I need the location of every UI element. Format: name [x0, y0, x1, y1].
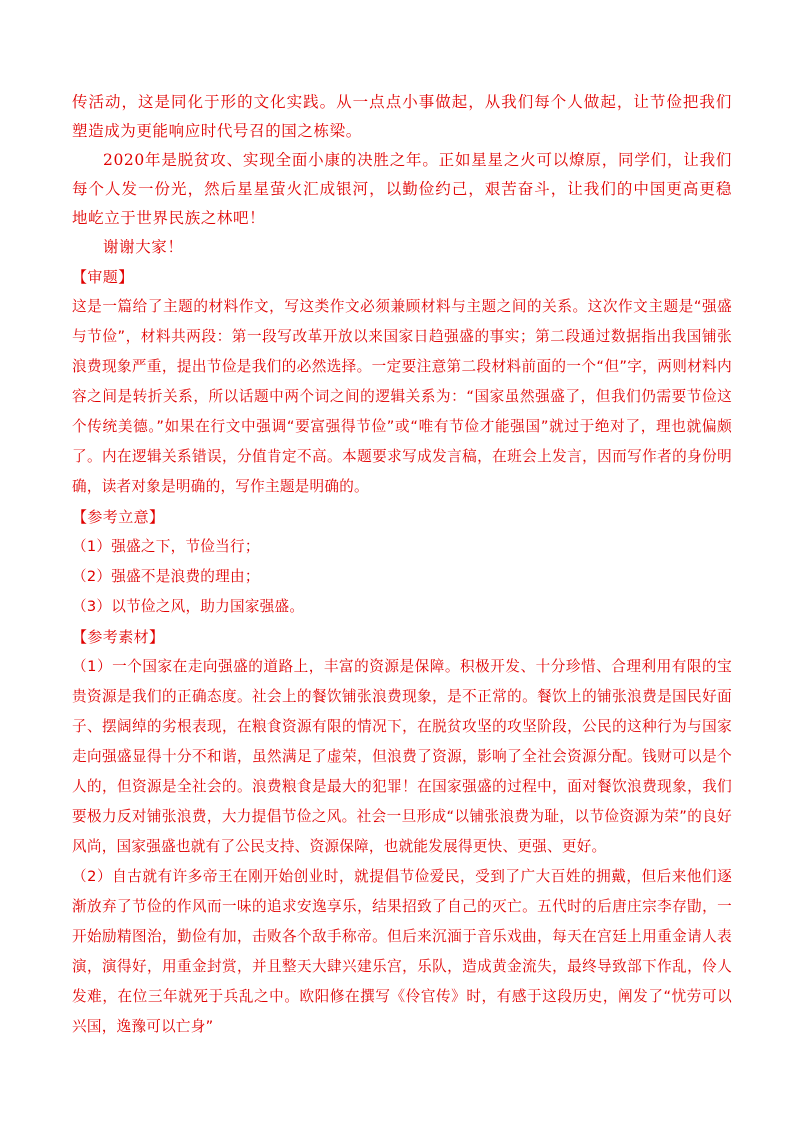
essay-paragraph: 传活动，这是同化于形的文化实践。从一点点小事做起，从我们每个人做起，让节俭把我们塑造成为更能响应时代号召的国之栋梁。: [72, 93, 732, 140]
list-item: （2）强盛不是浪费的理由；: [72, 568, 260, 585]
essay-paragraph: 2020年是脱贫攻、实现全面小康的决胜之年。正如星星之火可以燎原，同学们，让我们每个人发一份光，然后星星萤火汇成银河，以勤俭约己，艰苦奋斗，让我们的中国更高更稳地屹立于世界民族之林吧！: [72, 151, 732, 227]
sucai-heading: 【参考素材】: [72, 628, 165, 646]
shenti-heading: 【审题】: [72, 268, 134, 286]
liyi-heading: 【参考立意】: [72, 508, 165, 526]
sucai-paragraph: （2）自古就有许多帝王在刚开始创业时，就提倡节俭爱民，受到了广大百姓的拥戴，但后来他们逐渐放弃了节俭的作风而一味的追求安逸享乐，结果招致了自己的灭亡。五代时的后唐庄宗李存勖，一开始励精图治，勤俭有加，击败各个敌手称帝。但后来沉湎于音乐戏曲，每天在宫廷上用重金请人表演，演得好，用重金封赏，并且整天大肆兴建乐宫，乐队，造成黄金流失，最终导致部下作乱，伶人发难，在位三年就死于兵乱之中。欧阳修在撰写《伶官传》时，有感于这段历史，阐发了“忧劳可以兴国，逸豫可以亡身”: [72, 868, 732, 1035]
document-page: [72, 88, 732, 1042]
list-item: （1）强盛之下，节俭当行；: [72, 538, 260, 555]
shenti-text: 这是一篇给了主题的材料作文，写这类作文必须兼顾材料与主题之间的关系。这次作文主题是“强盛与节俭”，材料共两段：第一段写改革开放以来国家日趋强盛的事实；第二段通过数据指出我国铺张浪费现象严重，提出节俭是我们的必然选择。一定要注意第二段材料前面的一个“但”字，两则材料内容之间是转折关系，所以话题中两个词之间的逻辑关系为：“国家虽然强盛了，但我们仍需要节俭这个传统美德。”如果在行文中强调“要富强得节俭”或“唯有节俭才能强国”就过于绝对了，理也就偏颇了。内在逻辑关系错误，分值肯定不高。本题要求写成发言稿，在班会上发言，因而写作者的身份明确，读者对象是明确的，写作主题是明确的。: [72, 298, 733, 495]
essay-section: [72, 88, 732, 262]
liyi-list: [72, 532, 732, 622]
list-item: （3）以节俭之风，助力国家强盛。: [72, 598, 305, 615]
sucai-paragraph: （1）一个国家在走向强盛的道路上，丰富的资源是保障。积极开发、十分珍惜、合理利用有限的宝贵资源是我们的正确态度。社会上的餐饮铺张浪费现象，是不正常的。餐饮上的铺张浪费是国民好面子、摆阔绰的劣根表现，在粮食资源有限的情况下，在脱贫攻坚的攻坚阶段，公民的这种行为与国家走向强盛显得十分不和谐，虽然满足了虚荣，但浪费了资源，影响了全社会资源分配。钱财可以是个人的，但资源是全社会的。浪费粮食是最大的犯罪！在国家强盛的过程中，面对餐饮浪费现象，我们要极力反对铺张浪费，大力提倡节俭之风。社会一旦形成“以铺张浪费为耻，以节俭资源为荣”的良好风尚，国家强盛也就有了公民支持、资源保障，也就能发展得更快、更强、更好。: [72, 658, 732, 855]
liyi-section: [72, 502, 732, 622]
essay-closing: 谢谢大家！: [103, 238, 184, 256]
shenti-section: [72, 262, 732, 502]
sucai-section: [72, 622, 732, 1042]
